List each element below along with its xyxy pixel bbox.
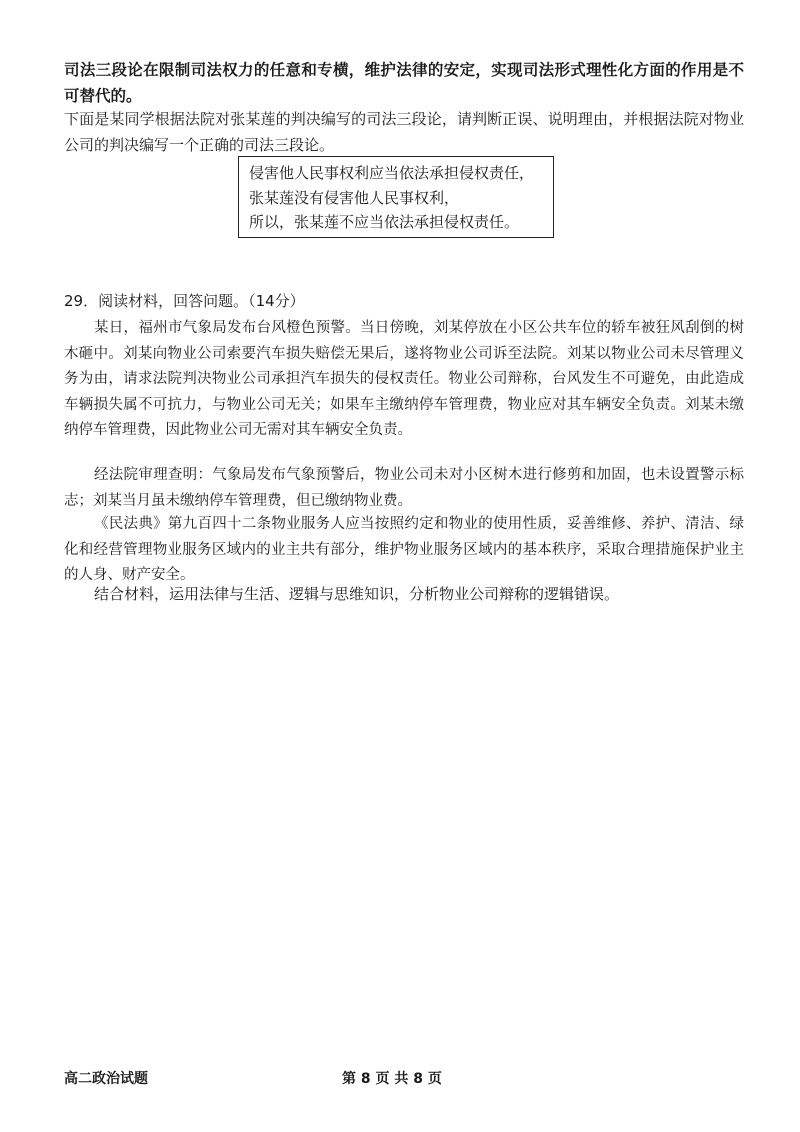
- footer-subject: 高二政治试题: [64, 1071, 148, 1087]
- syllogism-box: [238, 156, 554, 238]
- question-task: 结合材料，运用法律与生活、逻辑与思维知识，分析物业公司辩称的逻辑错误。: [94, 585, 620, 603]
- intro-paragraph-2: 下面是某同学根据法院对张某莲的判决编写的司法三段论，请判断正误、说明理由，并根据法院对物业公司的判决编写一个正确的司法三段论。: [64, 110, 744, 154]
- material-paragraph-3: 《民法典》第九百四十二条物业服务人应当按照约定和物业的使用性质，妥善维修、养护、清洁、绿化和经营管理物业服务区域内的业主共有部分，维护物业服务区域内的基本秩序，采取合理措施保护业主的人身、财产安全。: [64, 516, 744, 583]
- footer-page-number: 第 8 页 共 8 页: [342, 1071, 442, 1087]
- material-paragraph-2: 经法院审理查明：气象局发布气象预警后，物业公司未对小区树木进行修剪和加固，也未设置警示标志；刘某当月虽未缴纳停车管理费，但已缴纳物业费。: [64, 467, 744, 509]
- intro-paragraph-1: 司法三段论在限制司法权力的任意和专横，维护法律的安定，实现司法形式理性化方面的作用是不可替代的。: [64, 61, 744, 105]
- syllogism-minor-premise: 张某莲没有侵害他人民事权利，: [249, 188, 460, 207]
- syllogism-conclusion: 所以，张某莲不应当依法承担侵权责任。: [249, 213, 520, 231]
- question-29-title: 29．阅读材料，回答问题。（14分）: [64, 292, 305, 310]
- syllogism-major-premise: 侵害他人民事权利应当依法承担侵权责任，: [249, 164, 535, 182]
- material-paragraph-1: 某日，福州市气象局发布台风橙色预警。当日傍晚，刘某停放在小区公共车位的轿车被狂风刮倒的树木砸中。刘某向物业公司索要汽车损失赔偿无果后，遂将物业公司诉至法院。刘某以物业公司未尽管理义务为由，请求法院判决物业公司承担汽车损失的侵权责任。物业公司辩称，台风发生不可避免，由此造成车辆损失属不可抗力，与物业公司无关；如果车主缴纳停车管理费，物业应对其车辆安全负责。刘某未缴纳停车管理费，因此物业公司无需对其车辆安全负责。: [64, 320, 744, 438]
